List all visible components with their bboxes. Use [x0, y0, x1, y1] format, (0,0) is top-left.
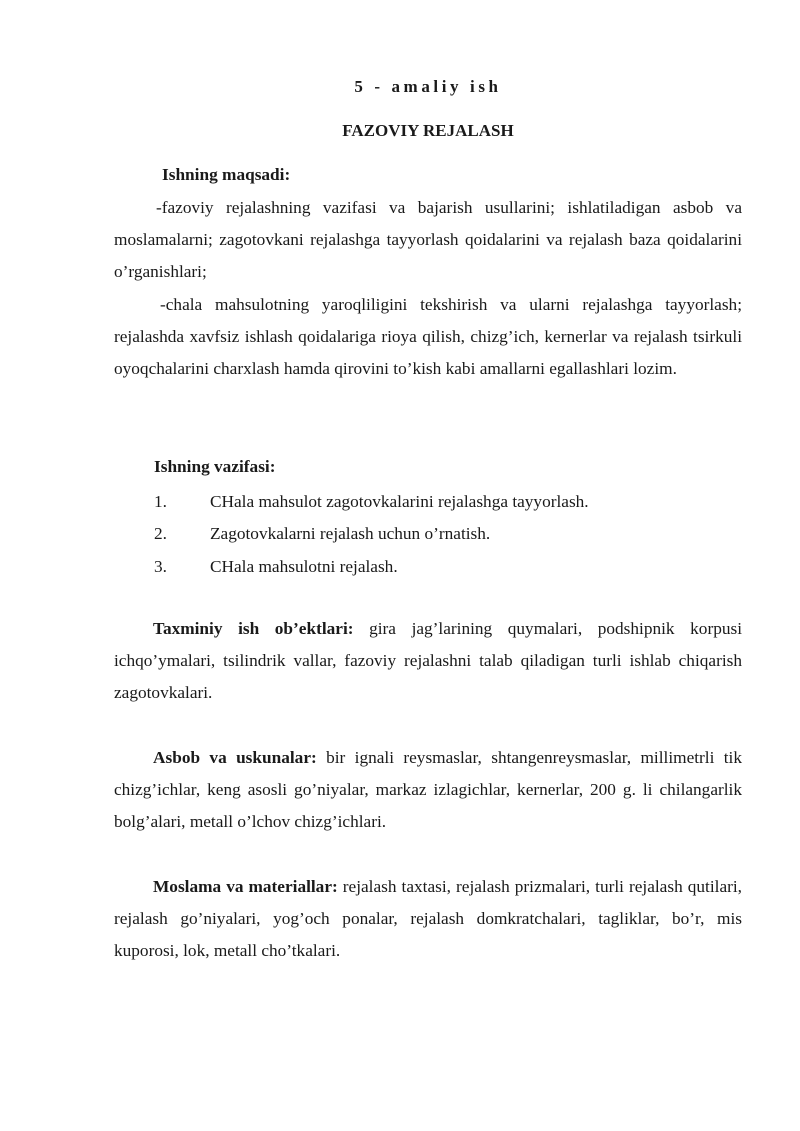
- tasks-list: [154, 486, 589, 583]
- objects-label: Taxminiy ish ob’ektlari:: [153, 619, 354, 638]
- materials-paragraph: [114, 871, 742, 968]
- materials-text: rejalash taxtasi, rejalash prizmalari, turli rejalash qutilari, rejalash go’niyalari, yog’och ponalar, rejalash domkratchalari, tagliklar, bo’r, mis kuporosi, lok, metall cho’tkalari.: [114, 877, 742, 961]
- list-item-text: Zagotovkalarni rejalash uchun o’rnatish.: [210, 524, 491, 544]
- tasks-heading: Ishning vazifasi:: [154, 457, 276, 476]
- tools-label: Asbob va uskunalar:: [153, 748, 317, 767]
- page-title: FAZOVIY REJALASH: [342, 121, 514, 140]
- goal-paragraph-1: -fazoviy rejalashning vazifasi va bajarish usullarini; ishlatiladigan asbob va moslamalarni; zagotovkani rejalashga tayyorlash qoidalarini va rejalash baza qoidalarini o’rganishlari;: [114, 198, 742, 282]
- list-item: [154, 486, 589, 518]
- lesson-number: 5 - amaliy ish: [354, 77, 502, 96]
- materials-label: Moslama va materiallar:: [153, 877, 338, 896]
- list-item: [154, 551, 589, 583]
- goal-heading: Ishning maqsadi:: [162, 165, 291, 184]
- list-item-number: 1.: [154, 492, 167, 511]
- tools-paragraph: [114, 742, 742, 839]
- list-item-number: 2.: [154, 524, 167, 544]
- list-item-text: CHala mahsulotni rejalash.: [210, 556, 398, 576]
- list-item: [154, 518, 589, 550]
- tools-text: bir ignali reysmaslar, shtangenreysmaslar, millimetrli tik chizg’ichlar, keng asosli go’niyalar, markaz izlagichlar, kernerlar, 200 g. li chilangarlik bolg’alari, metall o’lchov chizg’ichlari.: [114, 748, 743, 832]
- goal-paragraph-2: -chala mahsulotning yaroqliligini tekshirish va ularni rejalashga tayyorlash; rejalashda xavfsiz ishlash qoidalariga rioya qilish, chizg’ich, kernerlar va rejalash tsirkuli oyoqchalarini charxlash hamda qirovini to’kish kabi amallarni egallashlari lozim.: [114, 295, 742, 379]
- list-item-number: 3.: [154, 556, 167, 576]
- list-item-text: CHala mahsulot zagotovkalarini rejalashga tayyorlash.: [210, 492, 589, 511]
- objects-text: gira jag’larining quymalari, podshipnik korpusi ichqo’ymalari, tsilindrik vallar, fazoviy rejalashni talab qiladigan turli ishlab chiqarish zagotovkalari.: [114, 619, 743, 703]
- objects-paragraph: [114, 613, 742, 710]
